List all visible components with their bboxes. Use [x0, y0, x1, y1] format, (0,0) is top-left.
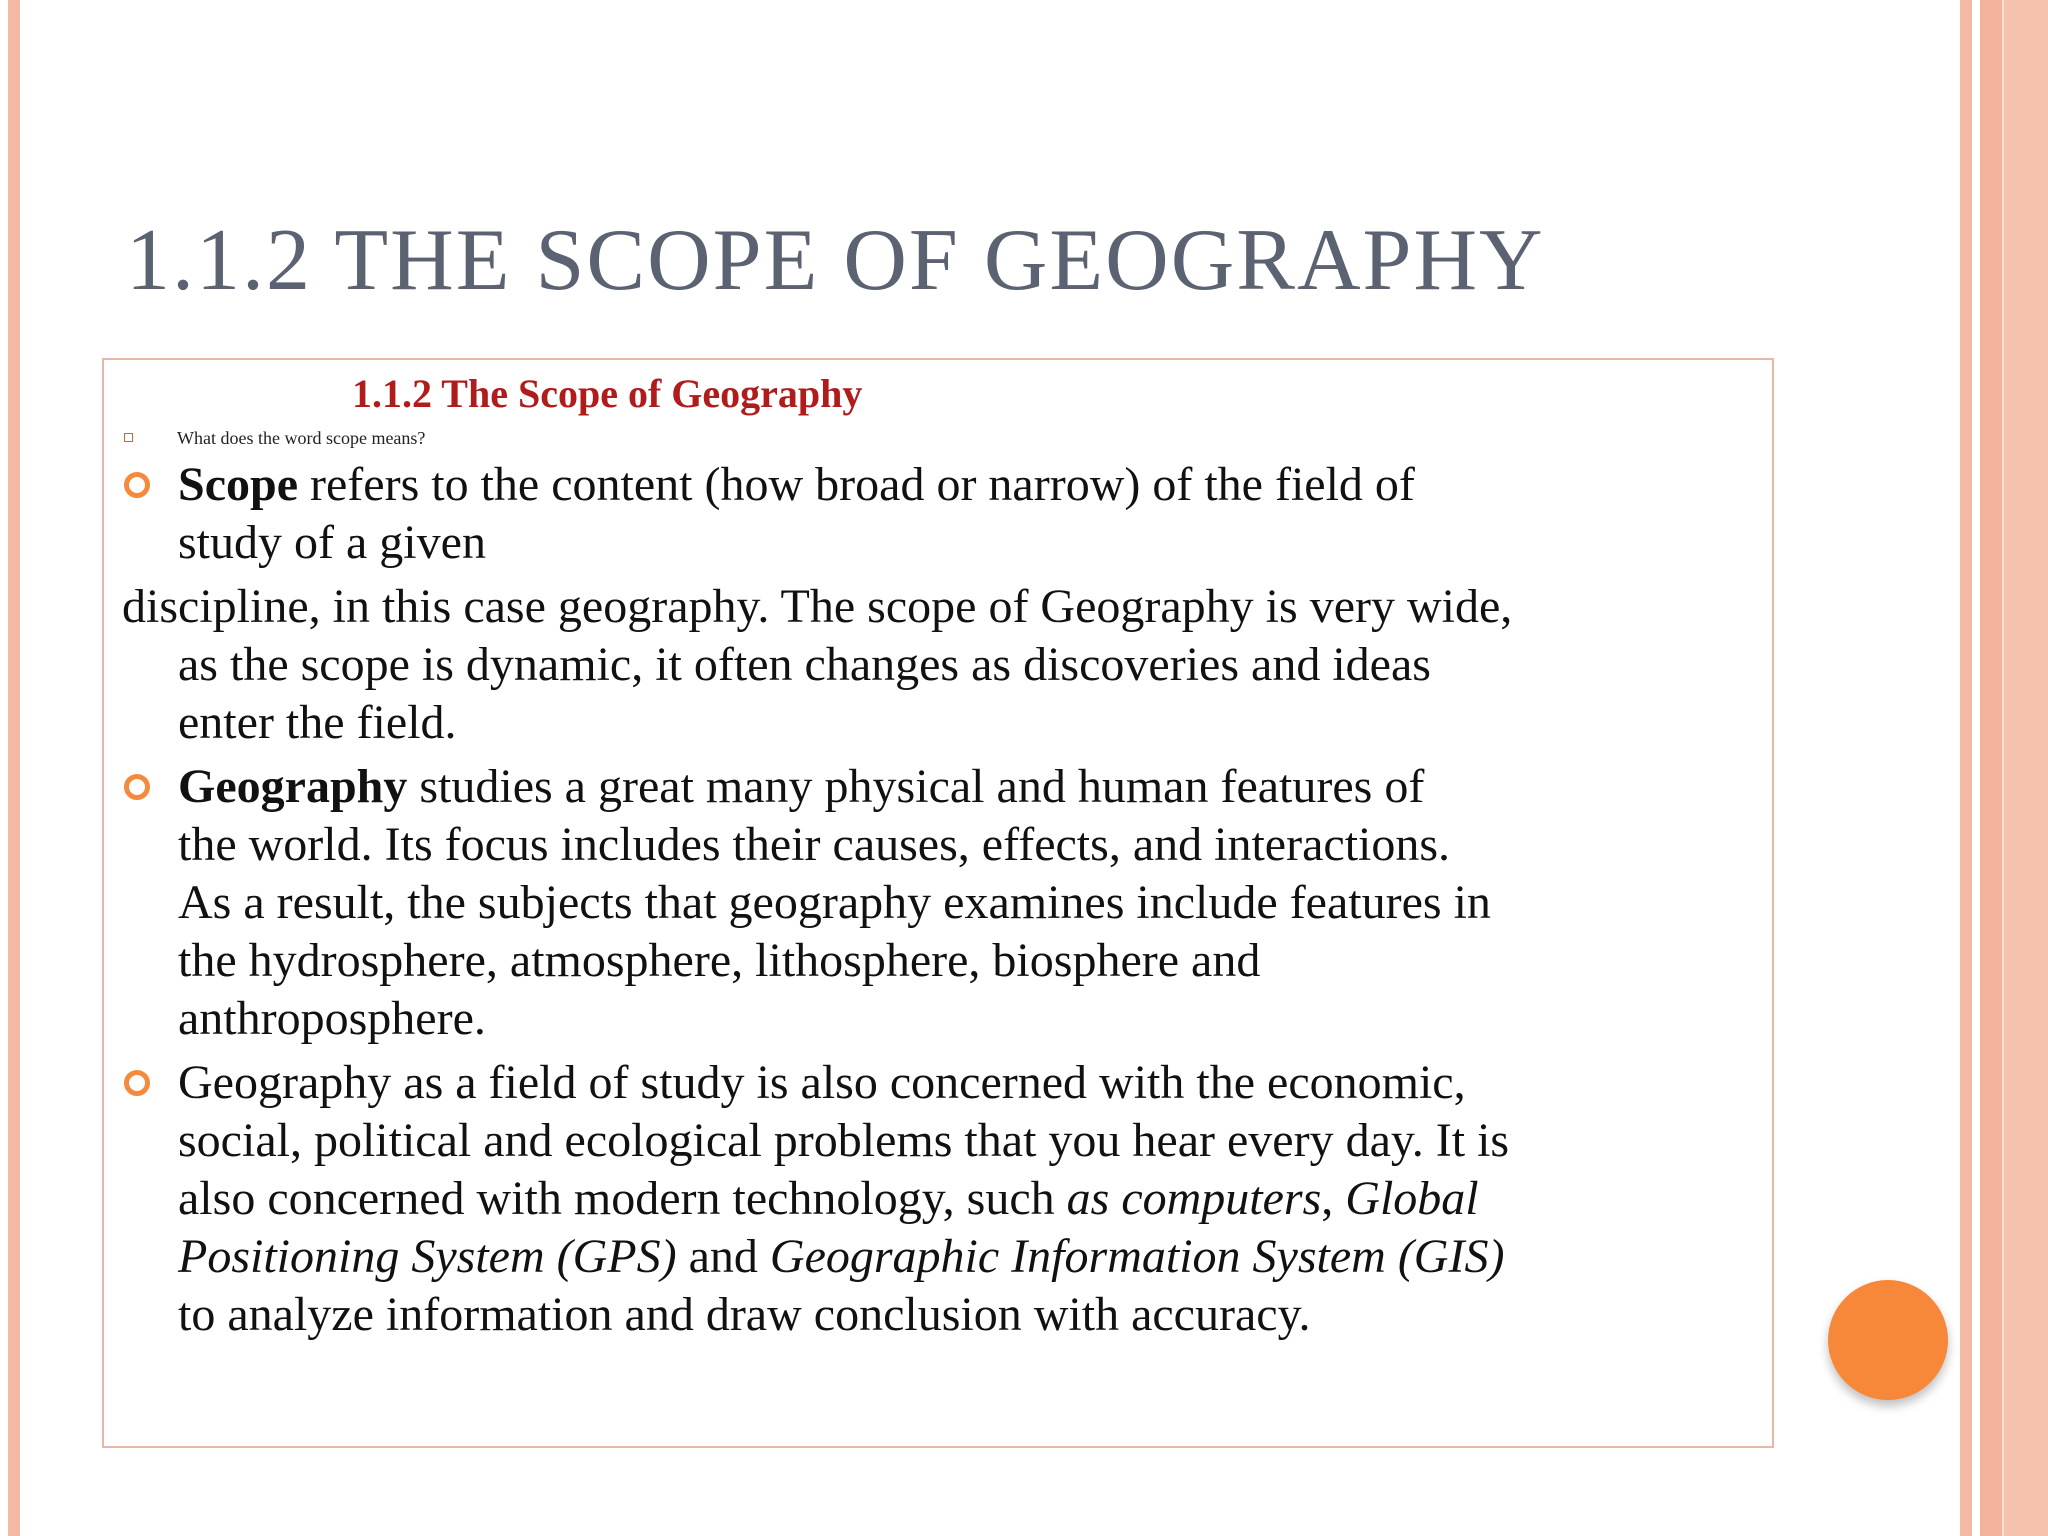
square-bullet-icon — [124, 433, 133, 442]
orange-circle-decoration — [1828, 1280, 1948, 1400]
orange-ring-bullet-icon — [124, 774, 150, 800]
text-line: the world. Its focus includes their causes, effects, and interactions. — [178, 818, 1451, 871]
text-line: study of a given — [178, 516, 486, 569]
right-stripe — [1980, 0, 2002, 1536]
text-line: as the scope is dynamic, it often changes as discoveries and ideas — [178, 638, 1431, 691]
text-line: anthroposphere. — [178, 992, 486, 1045]
text-line: discipline, in this case geography. The scope of Geography is very wide, — [122, 580, 1513, 633]
paragraph — [122, 1054, 1762, 1344]
text-line: Geography as a field of study is also concerned with the economic, — [178, 1056, 1466, 1109]
paragraph — [122, 456, 1762, 752]
text-line: As a result, the subjects that geography examines include features in — [178, 876, 1491, 929]
paragraph-geography — [122, 758, 1762, 1048]
text-line: also concerned with modern technology, such as computers, Global — [178, 1172, 1479, 1225]
paragraph-scope — [122, 456, 1762, 752]
paragraph — [122, 758, 1762, 1048]
left-stripe — [8, 0, 20, 1536]
sub-bullet-text: What does the word scope means? — [177, 428, 426, 448]
text-line: social, political and ecological problems that you hear every day. It is — [178, 1114, 1510, 1167]
right-stripe — [2004, 0, 2048, 1536]
text-line: Positioning System (GPS) and Geographic Information System (GIS) — [178, 1230, 1505, 1283]
right-stripe — [1960, 0, 1972, 1536]
orange-ring-bullet-icon — [124, 1070, 150, 1096]
text-line: to analyze information and draw conclusion with accuracy. — [178, 1288, 1311, 1341]
text-line: the hydrosphere, atmosphere, lithosphere, biosphere and — [178, 934, 1261, 987]
slide-title: 1.1.2 THE SCOPE OF GEOGRAPHY — [126, 212, 1545, 309]
text-line: enter the field. — [178, 696, 457, 749]
sub-bullet — [124, 428, 425, 449]
text-line: Geography studies a great many physical and human features of — [178, 760, 1425, 813]
box-heading: 1.1.2 The Scope of Geography — [352, 371, 863, 416]
paragraph-field-of-study — [122, 1054, 1762, 1344]
text-line: Scope refers to the content (how broad or narrow) of the field of — [178, 458, 1415, 511]
orange-ring-bullet-icon — [124, 472, 150, 498]
